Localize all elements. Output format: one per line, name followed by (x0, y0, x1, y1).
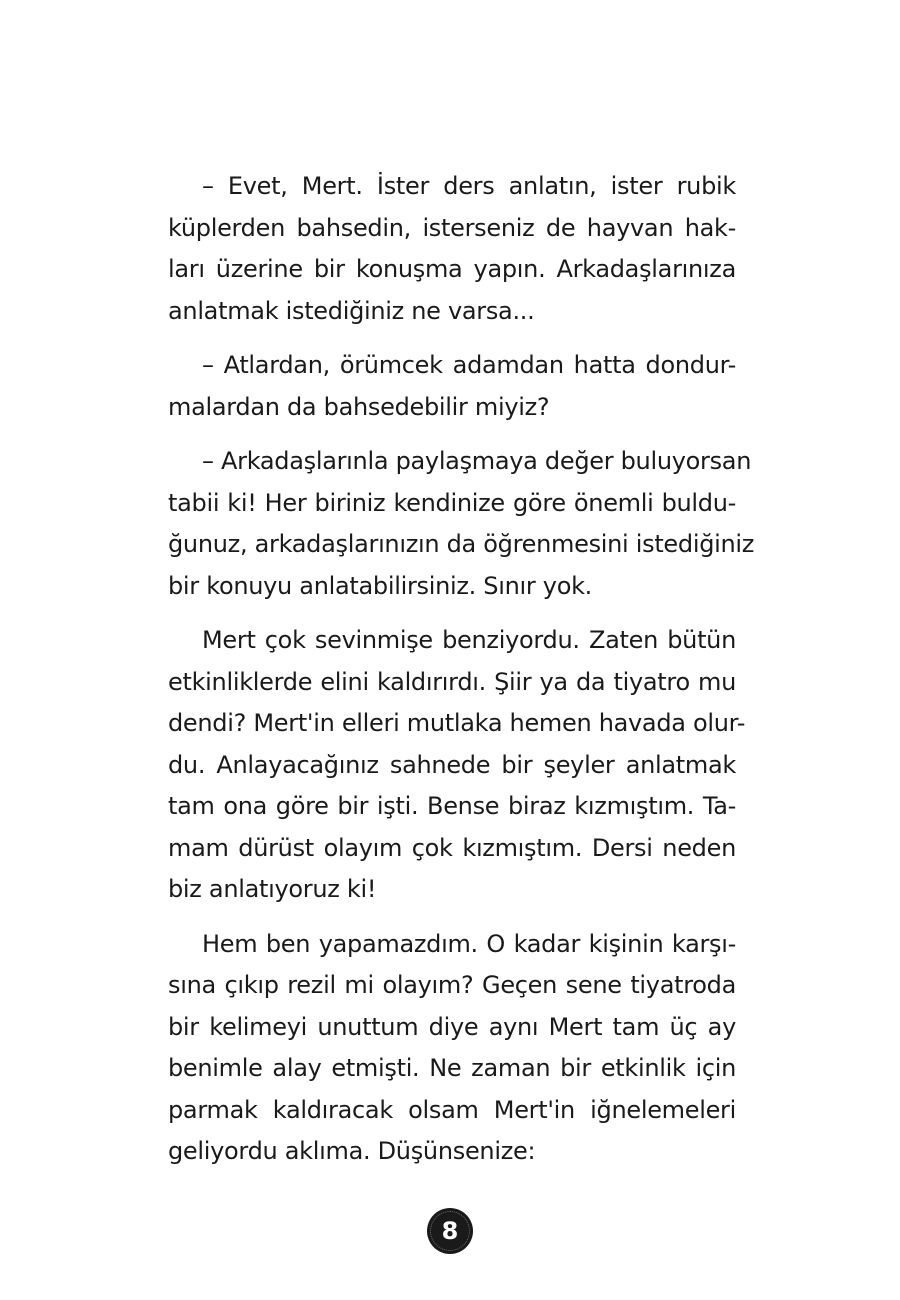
text-line: biz anlatıyoruz ki! (168, 875, 377, 903)
text-line: – Evet, Mert. İster ders anlatın, ister rubik (202, 172, 736, 200)
text-line: benimle alay etmişti. Ne zaman bir etkinlik için (168, 1054, 736, 1082)
paragraph (168, 441, 755, 607)
text-line: tabii ki! Her biriniz kendinize göre önemli buldu- (168, 488, 736, 517)
text-line: bir konuyu anlatabilirsiniz. Sınır yok. (168, 571, 593, 600)
paragraph (168, 166, 736, 332)
text-line: – Atlardan, örümcek adamdan hatta dondur- (202, 351, 736, 379)
text-line: dendi? Mert'in elleri mutlaka hemen havada olur- (168, 709, 746, 737)
page-number-badge (427, 1208, 473, 1254)
paragraph (168, 345, 736, 428)
text-line: ğunuz, arkadaşlarınızın da öğrenmesini istediğiniz (168, 530, 755, 558)
text-line: parmak kaldıracak olsam Mert'in iğnelemeleri (168, 1095, 736, 1124)
text-line: mam dürüst olayım çok kızmıştım. Dersi neden (168, 833, 736, 862)
page-number: 8 (441, 1217, 459, 1245)
text-line: Mert çok sevinmişe benziyordu. Zaten bütün (202, 626, 736, 654)
paragraph (168, 620, 746, 911)
page-body (168, 166, 755, 1186)
text-line: malardan da bahsedebilir miyiz? (168, 392, 550, 421)
paragraph (168, 924, 736, 1173)
text-line: küplerden bahsedin, isterseniz de hayvan hak- (168, 213, 736, 242)
text-line: ları üzerine bir konuşma yapın. Arkadaşlarınıza (168, 255, 736, 283)
text-line: tam ona göre bir işti. Bense biraz kızmıştım. Ta- (168, 792, 736, 820)
text-line: du. Anlayacağınız sahnede bir şeyler anlatmak (168, 750, 736, 779)
text-line: geliyordu aklıma. Düşünsenize: (168, 1137, 536, 1165)
text-line: sına çıkıp rezil mi olayım? Geçen sene tiyatroda (168, 971, 736, 999)
text-line: anlatmak istediğiniz ne varsa... (168, 296, 535, 325)
text-line: etkinliklerde elini kaldırırdı. Şiir ya da tiyatro mu (168, 667, 736, 696)
text-line: Hem ben yapamazdım. O kadar kişinin karşı- (202, 929, 736, 958)
text-line: bir kelimeyi unuttum diye aynı Mert tam üç ay (168, 1012, 736, 1041)
text-line: – Arkadaşlarınla paylaşmaya değer buluyorsan (202, 447, 752, 475)
